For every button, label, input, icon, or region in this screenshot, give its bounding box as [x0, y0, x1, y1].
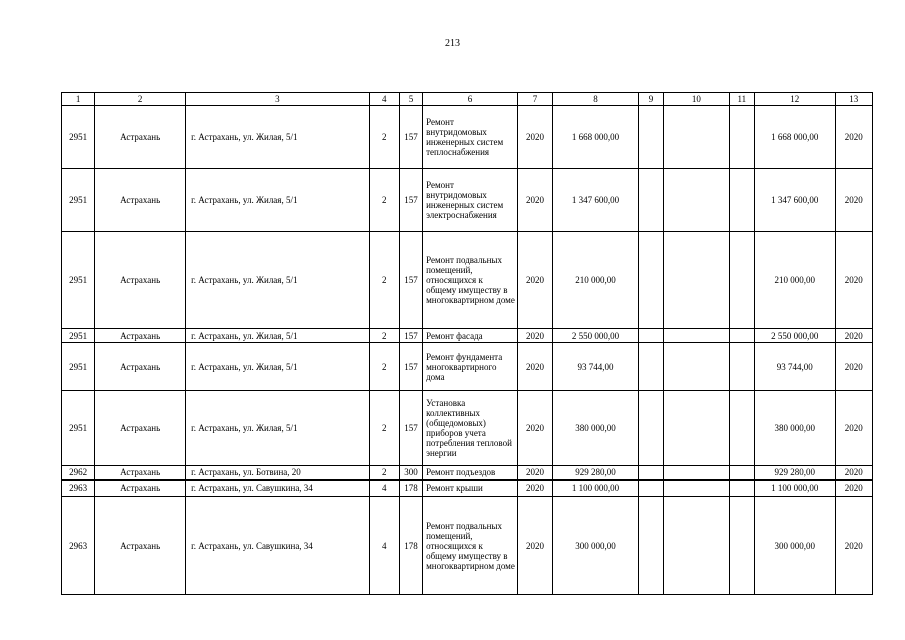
row-number-cell: 2951	[62, 232, 95, 329]
capital-repair-table	[61, 92, 873, 595]
total-cost-cell: 210 000,00	[754, 232, 835, 329]
work-type-cell: Ремонт фундамента многоквартирного дома	[423, 343, 518, 391]
column-5-cell: 157	[399, 232, 422, 329]
address-cell: г. Астрахань, ул. Жилая, 5/1	[186, 169, 370, 232]
city-cell: Астрахань	[95, 391, 186, 466]
total-cost-cell: 2 550 000,00	[754, 329, 835, 343]
column-9-cell	[638, 169, 663, 232]
cost-cell: 300 000,00	[553, 497, 639, 595]
cost-cell: 380 000,00	[553, 391, 639, 466]
work-type-cell: Ремонт подвальных помещений, относящихся к общему имуществу в многоквартирном доме	[423, 497, 518, 595]
column-9-cell	[638, 466, 663, 480]
address-cell: г. Астрахань, ул. Жилая, 5/1	[186, 106, 370, 169]
city-cell: Астрахань	[95, 497, 186, 595]
completion-year-cell: 2020	[835, 391, 872, 466]
column-9-cell	[638, 106, 663, 169]
completion-year-cell: 2020	[835, 232, 872, 329]
column-5-cell: 157	[399, 329, 422, 343]
completion-year-cell: 2020	[835, 343, 872, 391]
column-header: 3	[186, 93, 370, 106]
table-row	[62, 106, 873, 169]
column-4-cell: 2	[369, 106, 399, 169]
year-cell: 2020	[517, 169, 552, 232]
column-10-cell	[664, 466, 730, 480]
row-number-cell: 2963	[62, 480, 95, 497]
address-cell: г. Астрахань, ул. Савушкина, 34	[186, 497, 370, 595]
column-10-cell	[664, 169, 730, 232]
column-11-cell	[729, 329, 754, 343]
completion-year-cell: 2020	[835, 169, 872, 232]
column-4-cell: 4	[369, 497, 399, 595]
row-number-cell: 2962	[62, 466, 95, 480]
column-11-cell	[729, 343, 754, 391]
address-cell: г. Астрахань, ул. Жилая, 5/1	[186, 391, 370, 466]
completion-year-cell: 2020	[835, 106, 872, 169]
column-5-cell: 178	[399, 497, 422, 595]
table-row	[62, 343, 873, 391]
column-4-cell: 4	[369, 480, 399, 497]
city-cell: Астрахань	[95, 466, 186, 480]
row-number-cell: 2963	[62, 497, 95, 595]
cost-cell: 929 280,00	[553, 466, 639, 480]
address-cell: г. Астрахань, ул. Жилая, 5/1	[186, 232, 370, 329]
total-cost-cell: 929 280,00	[754, 466, 835, 480]
table-row	[62, 169, 873, 232]
column-4-cell: 2	[369, 329, 399, 343]
table-row	[62, 497, 873, 595]
city-cell: Астрахань	[95, 480, 186, 497]
city-cell: Астрахань	[95, 232, 186, 329]
column-11-cell	[729, 391, 754, 466]
total-cost-cell: 300 000,00	[754, 497, 835, 595]
year-cell: 2020	[517, 480, 552, 497]
column-9-cell	[638, 329, 663, 343]
column-header: 13	[835, 93, 872, 106]
completion-year-cell: 2020	[835, 480, 872, 497]
row-number-cell: 2951	[62, 343, 95, 391]
work-type-cell: Ремонт подъездов	[423, 466, 518, 480]
city-cell: Астрахань	[95, 169, 186, 232]
year-cell: 2020	[517, 391, 552, 466]
work-type-cell: Ремонт внутридомовых инженерных систем электроснабжения	[423, 169, 518, 232]
row-number-cell: 2951	[62, 106, 95, 169]
column-4-cell: 2	[369, 391, 399, 466]
row-number-cell: 2951	[62, 391, 95, 466]
column-10-cell	[664, 329, 730, 343]
column-11-cell	[729, 232, 754, 329]
column-10-cell	[664, 106, 730, 169]
column-header: 5	[399, 93, 422, 106]
year-cell: 2020	[517, 106, 552, 169]
column-9-cell	[638, 391, 663, 466]
cost-cell: 1 668 000,00	[553, 106, 639, 169]
table-row	[62, 466, 873, 480]
column-4-cell: 2	[369, 232, 399, 329]
column-9-cell	[638, 343, 663, 391]
column-9-cell	[638, 232, 663, 329]
address-cell: г. Астрахань, ул. Ботвина, 20	[186, 466, 370, 480]
column-11-cell	[729, 466, 754, 480]
column-4-cell: 2	[369, 169, 399, 232]
address-cell: г. Астрахань, ул. Савушкина, 34	[186, 480, 370, 497]
cost-cell: 93 744,00	[553, 343, 639, 391]
column-5-cell: 157	[399, 343, 422, 391]
column-header: 10	[664, 93, 730, 106]
completion-year-cell: 2020	[835, 466, 872, 480]
table-row	[62, 232, 873, 329]
year-cell: 2020	[517, 329, 552, 343]
column-9-cell	[638, 480, 663, 497]
column-header: 7	[517, 93, 552, 106]
work-type-cell: Ремонт крыши	[423, 480, 518, 497]
address-cell: г. Астрахань, ул. Жилая, 5/1	[186, 329, 370, 343]
table-row	[62, 480, 873, 497]
total-cost-cell: 1 100 000,00	[754, 480, 835, 497]
total-cost-cell: 93 744,00	[754, 343, 835, 391]
column-10-cell	[664, 497, 730, 595]
total-cost-cell: 1 347 600,00	[754, 169, 835, 232]
year-cell: 2020	[517, 466, 552, 480]
row-number-cell: 2951	[62, 169, 95, 232]
column-10-cell	[664, 232, 730, 329]
total-cost-cell: 1 668 000,00	[754, 106, 835, 169]
column-4-cell: 2	[369, 466, 399, 480]
work-type-cell: Ремонт фасада	[423, 329, 518, 343]
address-cell: г. Астрахань, ул. Жилая, 5/1	[186, 343, 370, 391]
column-10-cell	[664, 391, 730, 466]
cost-cell: 1 100 000,00	[553, 480, 639, 497]
column-11-cell	[729, 169, 754, 232]
column-11-cell	[729, 497, 754, 595]
column-header: 9	[638, 93, 663, 106]
completion-year-cell: 2020	[835, 497, 872, 595]
column-4-cell: 2	[369, 343, 399, 391]
column-header: 11	[729, 93, 754, 106]
completion-year-cell: 2020	[835, 329, 872, 343]
column-header: 1	[62, 93, 95, 106]
column-5-cell: 157	[399, 391, 422, 466]
work-type-cell: Ремонт внутридомовых инженерных систем теплоснабжения	[423, 106, 518, 169]
header-row	[62, 93, 873, 106]
work-type-cell: Ремонт подвальных помещений, относящихся к общему имуществу в многоквартирном доме	[423, 232, 518, 329]
year-cell: 2020	[517, 497, 552, 595]
column-header: 2	[95, 93, 186, 106]
column-5-cell: 157	[399, 169, 422, 232]
column-10-cell	[664, 480, 730, 497]
table-row	[62, 329, 873, 343]
column-10-cell	[664, 343, 730, 391]
column-header: 6	[423, 93, 518, 106]
table-row	[62, 391, 873, 466]
column-11-cell	[729, 480, 754, 497]
total-cost-cell: 380 000,00	[754, 391, 835, 466]
column-5-cell: 178	[399, 480, 422, 497]
row-number-cell: 2951	[62, 329, 95, 343]
city-cell: Астрахань	[95, 343, 186, 391]
cost-cell: 210 000,00	[553, 232, 639, 329]
city-cell: Астрахань	[95, 106, 186, 169]
cost-cell: 2 550 000,00	[553, 329, 639, 343]
work-type-cell: Установка коллективных (общедомовых) приборов учета потребления тепловой энергии	[423, 391, 518, 466]
year-cell: 2020	[517, 343, 552, 391]
year-cell: 2020	[517, 232, 552, 329]
column-11-cell	[729, 106, 754, 169]
column-5-cell: 157	[399, 106, 422, 169]
city-cell: Астрахань	[95, 329, 186, 343]
column-header: 8	[553, 93, 639, 106]
column-5-cell: 300	[399, 466, 422, 480]
column-header: 12	[754, 93, 835, 106]
column-header: 4	[369, 93, 399, 106]
page-number: 213	[445, 38, 460, 49]
column-9-cell	[638, 497, 663, 595]
cost-cell: 1 347 600,00	[553, 169, 639, 232]
